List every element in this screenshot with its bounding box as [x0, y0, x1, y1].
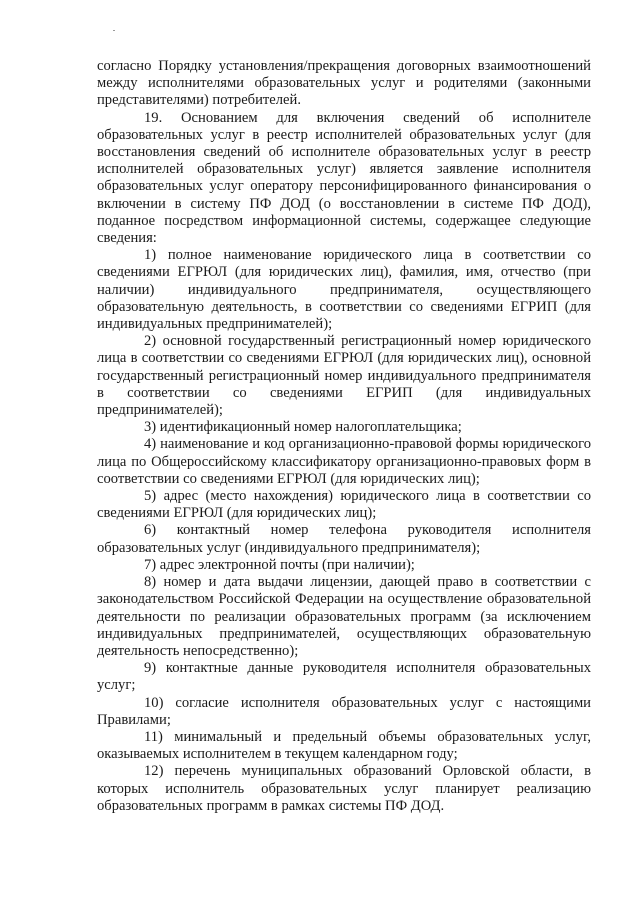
list-item-3: 3) идентификационный номер налогоплательщика;: [144, 419, 462, 436]
list-item-10: 10) согласие исполнителя образовательных услуг с настоящими Правилами;: [97, 694, 591, 728]
list-item-8: 8) номер и дата выдачи лицензии, дающей право в соответствии с законодательством Российской Федерации на осуществление образовательной деятельности по реализации образовательных программ (за исключением индивидуальных предпринимателей, осуществляющих образовательную деятельность непосредственно);: [97, 574, 591, 659]
paragraph-clause-19: 19. Основанием для включения сведений об исполнителе образовательных услуг в реестр исполнителей образовательных услуг (для восстановления сведений об исполнителе образовательных услуг в реестр исполнителей образовательных услуг) является заявление исполнителя образовательных услуг оператору персонифицированного финансирования о включении в систему ПФ ДОД (о восстановлении в системе ПФ ДОД), поданное посредством информационной системы, содержащее следующие сведения:: [97, 109, 591, 247]
list-item-11: 11) минимальный и предельный объемы образовательных услуг, оказываемых исполнителем в текущем календарном году;: [97, 728, 591, 763]
scan-speck: [113, 30, 115, 31]
list-item-2: 2) основной государственный регистрационный номер юридического лица в соответствии со сведениями ЕГРЮЛ (для юридических лиц), основной государственный регистрационный номер индивидуального предпринимателя в соответствии со сведениями ЕГРИП (для индивидуальных предпринимателей);: [97, 333, 591, 419]
list-item-6: 6) контактный номер телефона руководителя исполнителя образовательных услуг (индивидуального предпринимателя);: [97, 522, 591, 556]
list-item-1: 1) полное наименование юридического лица в соответствии со сведениями ЕГРЮЛ (для юридических лиц), фамилия, имя, отчество (при наличии) индивидуального предпринимателя, осуществляющего образовательную деятельность, в соответствии со сведениями ЕГРИП (для индивидуальных предпринимателей);: [97, 247, 591, 333]
list-item-12: 12) перечень муниципальных образований Орловской области, в которых исполнитель образовательных услуг планирует реализацию образовательных программ в рамках системы ПФ ДОД.: [97, 763, 591, 814]
list-item-4: 4) наименование и код организационно-правовой формы юридического лица по Общероссийскому классификатору организационно-правовых форм в соответствии со сведениями ЕГРЮЛ (для юридических лиц);: [97, 436, 591, 487]
list-item-9: 9) контактные данные руководителя исполнителя образовательных услуг;: [97, 660, 591, 694]
document-page: [97, 58, 591, 815]
paragraph-continuation: согласно Порядку установления/прекращения договорных взаимоотношений между исполнителями образовательных услуг и родителями (законными представителями) потребителей.: [97, 58, 591, 109]
list-item-5: 5) адрес (место нахождения) юридического лица в соответствии со сведениями ЕГРЮЛ (для юридических лиц);: [97, 488, 591, 522]
list-item-7: 7) адрес электронной почты (при наличии);: [144, 556, 415, 573]
